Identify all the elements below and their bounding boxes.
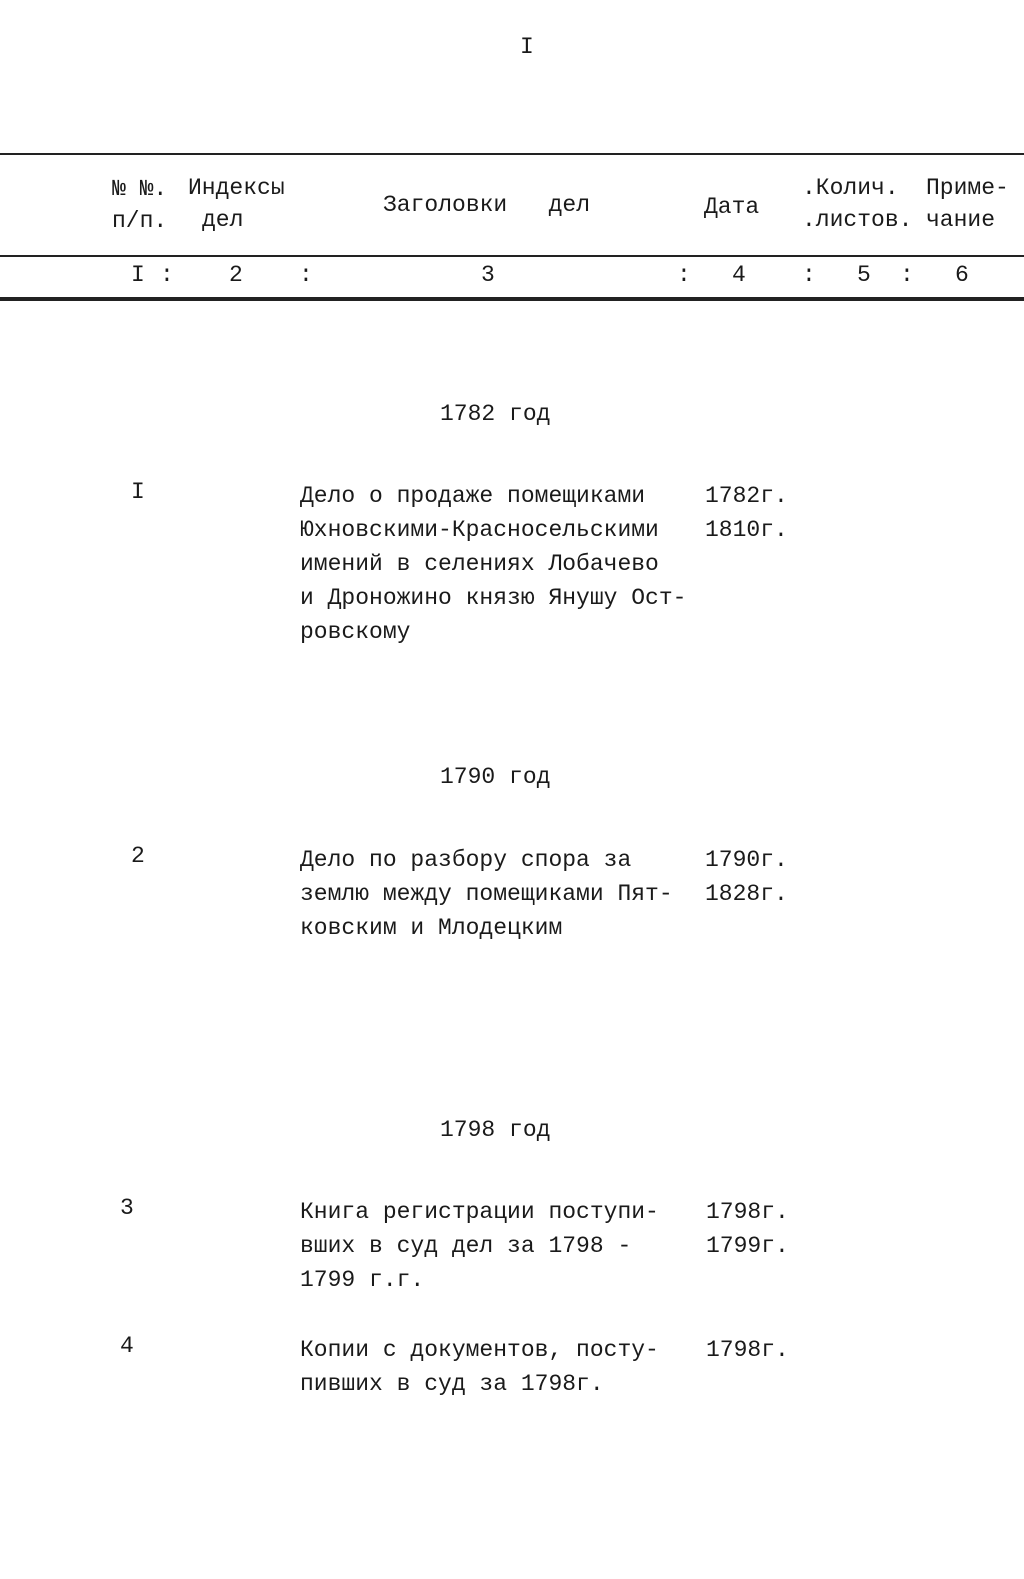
entry-dates: 1782г. 1810г.: [705, 483, 788, 543]
entry-number: 3: [120, 1195, 134, 1221]
column-separator: :: [299, 262, 313, 288]
entry-number: I: [131, 479, 145, 505]
column-separator: :: [160, 262, 174, 288]
col-number-5: 5: [857, 262, 871, 288]
entry-dates: 1798г.: [706, 1337, 789, 1363]
col-index-header: Индексы дел: [188, 175, 285, 233]
col-number-header: № №. п/п.: [112, 176, 168, 234]
col-number-3: 3: [481, 262, 495, 288]
entry-title: Копии с документов, посту- пивших в суд за 1798г.: [300, 1337, 659, 1397]
year-heading: 1782 год: [440, 401, 551, 427]
col-number-4: 4: [732, 262, 746, 288]
entry-title: Дело по разбору спора за землю между помещиками Пят- ковским и Млодецким: [300, 847, 673, 941]
col-notes-header: Приме- чание: [926, 175, 1009, 233]
col-number-1: I: [131, 262, 145, 288]
col-number-2: 2: [229, 262, 243, 288]
col-number-6: 6: [955, 262, 969, 288]
column-separator: :: [802, 262, 816, 288]
entry-title: Дело о продаже помещиками Юхновскими-Красносельскими имений в селениях Лобачево и Дроножино князю Янушу Ост- ровскому: [300, 483, 687, 645]
col-date-header: Дата: [704, 194, 760, 220]
header-mid-rule: [0, 255, 1024, 257]
entry-dates: 1790г. 1828г.: [705, 847, 788, 907]
header-bottom-rule: [0, 297, 1024, 301]
entry-dates: 1798г. 1799г.: [706, 1199, 789, 1259]
column-separator: :: [900, 262, 914, 288]
col-sheets-header: .Колич. .листов.: [802, 175, 913, 233]
column-separator: :: [677, 262, 691, 288]
col-title-header: Заголовки дел: [383, 192, 591, 218]
header-top-rule: [0, 153, 1024, 155]
year-heading: 1798 год: [440, 1117, 551, 1143]
entry-title: Книга регистрации поступи- вших в суд дел за 1798 - 1799 г.г.: [300, 1199, 659, 1293]
entry-number: 2: [131, 843, 145, 869]
page-number: I: [520, 34, 534, 60]
year-heading: 1790 год: [440, 764, 551, 790]
entry-number: 4: [120, 1333, 134, 1359]
